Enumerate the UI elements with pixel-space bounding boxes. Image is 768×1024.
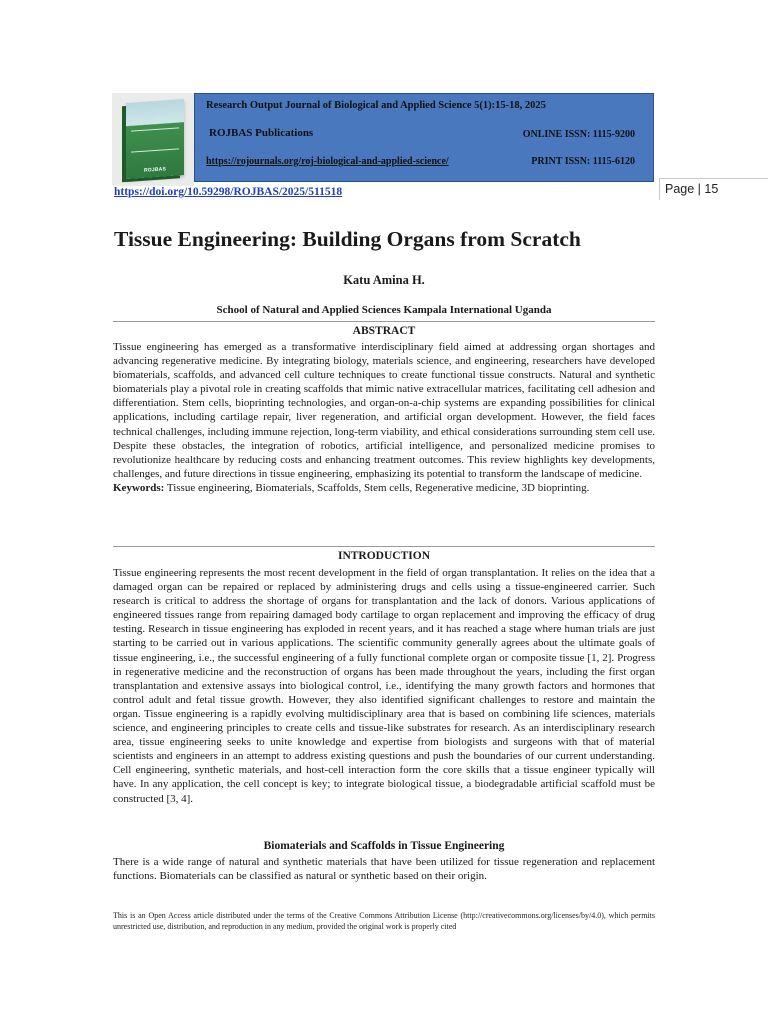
keywords-label: Keywords:: [113, 481, 165, 494]
doi-link[interactable]: https://doi.org/10.59298/ROJBAS/2025/511518: [114, 186, 343, 198]
author-name: Katu Amina H.: [343, 273, 425, 287]
keywords-text: Tissue engineering, Biomaterials, Scaffolds, Stem cells, Regenerative medicine, 3D bioprinting.: [164, 481, 590, 494]
page-rule: [660, 178, 768, 179]
author-affiliation: School of Natural and Applied Sciences Kampala International Uganda: [216, 304, 552, 316]
abstract-body: [113, 340, 655, 495]
journal-cover-image: [112, 93, 194, 186]
page-rule-vertical: [659, 178, 660, 200]
biomaterials-heading: Biomaterials and Scaffolds in Tissue Engineering: [263, 840, 505, 852]
cover-label: ROJBAS: [143, 166, 167, 174]
book-cover-graphic: [126, 99, 184, 179]
license-footnote: This is an Open Access article distributed under the terms of the Creative Commons Attribution License (http://creativecommons.org/licenses/by/4.0), which permits unrestricted use, distribution, and reproduction in any medium, provided the original work is properly cited: [113, 911, 655, 932]
cover-band: [131, 127, 179, 152]
abstract-top-rule: [113, 321, 655, 322]
article-title: Tissue Engineering: Building Organs from Scratch: [114, 227, 581, 251]
page-number: Page | 15: [665, 182, 719, 196]
online-issn: ONLINE ISSN: 1115-9200: [522, 129, 635, 140]
abstract-bottom-rule: [113, 546, 655, 547]
abstract-text: Tissue engineering has emerged as a transformative interdisciplinary field aimed at addressing organ shortages and advancing regenerative medicine. By integrating biology, materials science, and engineering, researchers have developed biomaterials, scaffolds, and advanced cell culture techniques to create functional tissue constructs. Natural and synthetic biomaterials play a pivotal role in creating scaffolds that mimic native extracellular matrices, facilitating cell adhesion and differentiation. Stem cells, bioprinting technologies, and organ-on-a-chip systems are expanding possibilities for clinical applications, including cartilage repair, liver regeneration, and artificial organ development. However, the field faces technical challenges, including immune rejection, long-term viability, and ethical considerations surrounding stem cell use. Despite these obstacles, the integration of robotics, artificial intelligence, and personalized medicine promises to revolutionize healthcare by reducing costs and enhancing treatment outcomes. This review highlights key developments, challenges, and future directions in tissue engineering, emphasizing its potential to transform the landscape of medicine.: [113, 341, 655, 480]
journal-title-line: Research Output Journal of Biological and Applied Science 5(1):15-18, 2025: [206, 100, 546, 111]
biomaterials-body: There is a wide range of natural and synthetic materials that have been utilized for tissue regeneration and replacement functions. Biomaterials can be classified as natural or synthetic based on their origin.: [113, 856, 655, 883]
journal-banner: [194, 93, 654, 182]
introduction-body: Tissue engineering represents the most recent development in the field of organ transplantation. It relies on the idea that a damaged organ can be repaired or replaced by administering drugs and cells using a tissue-engineered carrier. Such research is critical to address the shortage of organs for transplantation and the lack of donors. Various applications of engineered tissues range from repairing damaged body cartilage to organ replacement and improving the efficacy of drug testing. Research in tissue engineering has exploded in recent years, and it has reached a stage where human trials are just starting to be carried out in various applications. The scientific community generally agrees about the ultimate goals of tissue engineering, i.e., the successful engineering of a fully functional complete organ or composite tissue [1, 2]. Progress in regenerative medicine and the reconstruction of organs has been made throughout the years, including the first organ transplantation and extensive assays into biological control, i.e., identifying the many growth factors and hormones that control adult and fetal tissue growth. However, they also identified significant challenges to restore and maintain the organ. Tissue engineering is a rapidly evolving multidisciplinary area that is based on combining life sciences, materials science, and engineering principles to create cells and tissue-like substrates for research. As an interdisciplinary research area, tissue engineering seeks to unite knowledge and expertise from biologists and surgeons with that of material scientists and engineers in an attempt to address existing questions and push the boundaries of our current understanding. Cell engineering, synthetic materials, and host-cell interaction form the core skills that a tissue engineer typically will have. In any application, the cell concept is key; to integrate biological tissue, a biodegradable artificial scaffold must be constructed [3, 4].: [113, 567, 655, 805]
print-issn: PRINT ISSN: 1115-6120: [531, 156, 635, 167]
abstract-heading: ABSTRACT: [352, 325, 416, 337]
journal-url-link[interactable]: https://rojournals.org/roj-biological-and-applied-science/: [206, 156, 449, 167]
introduction-heading: INTRODUCTION: [337, 550, 430, 562]
publisher-name: ROJBAS Publications: [209, 127, 314, 139]
